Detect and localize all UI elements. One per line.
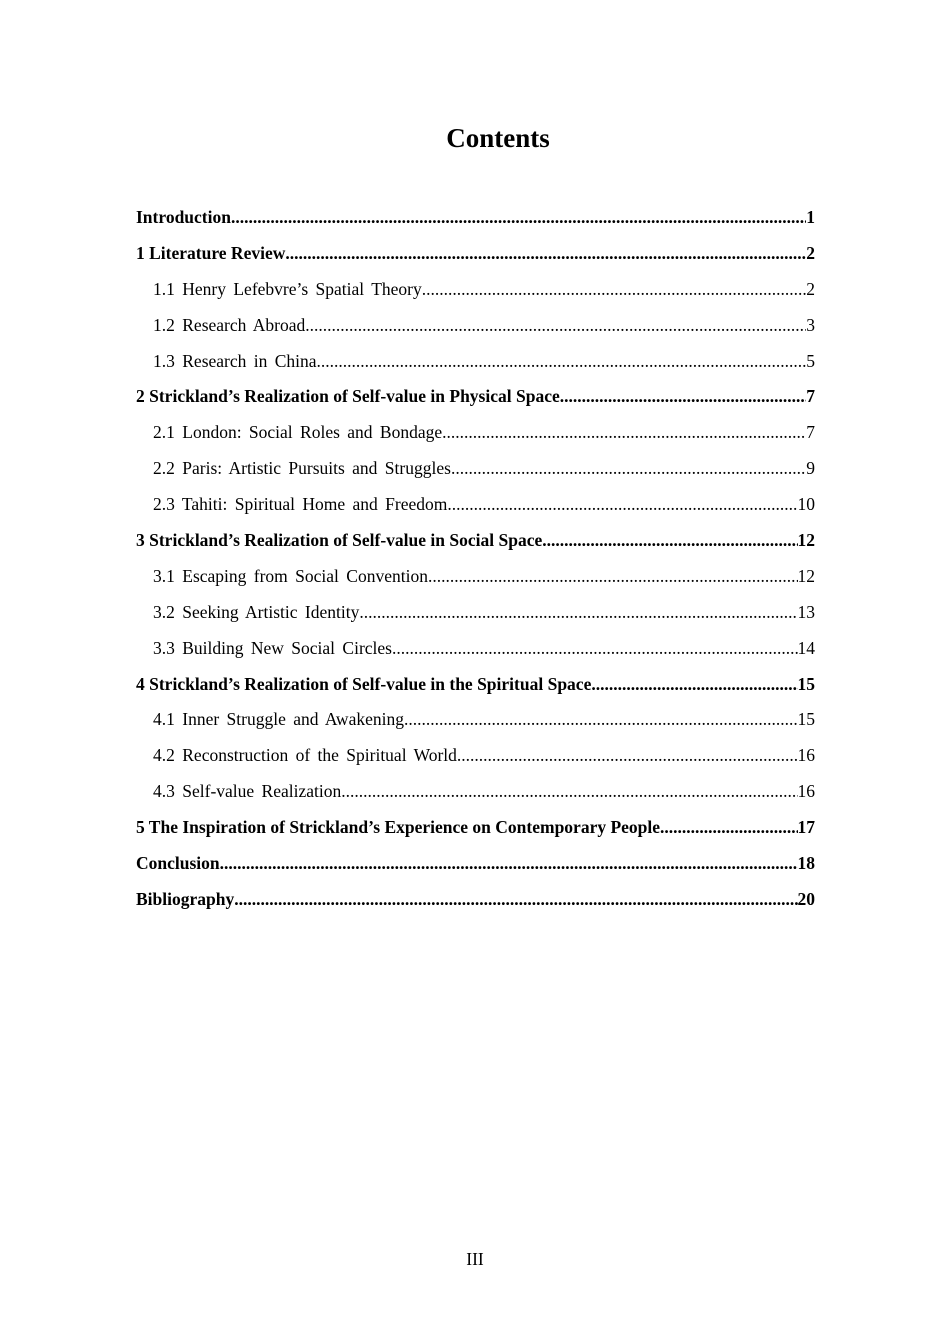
toc-dot-leader [392, 631, 798, 667]
toc-entry-page: 3 [806, 314, 815, 335]
toc-entry [136, 272, 815, 308]
toc-entry-title: 1.1 Henry Lefebvre’s Spatial Theory [153, 278, 422, 299]
toc-entry-title: 3 Strickland’s Realization of Self-value in Social Space [136, 530, 543, 551]
toc-dot-leader [341, 774, 797, 810]
toc-entry-page: 15 [797, 709, 815, 730]
toc-entry [136, 810, 815, 846]
toc-entry-title: 1 Literature Review [136, 242, 286, 263]
toc-entry-page: 9 [806, 458, 815, 479]
toc-entry [136, 846, 815, 882]
toc-entry [136, 379, 815, 415]
toc-dot-leader [359, 595, 797, 631]
toc-entry-title: 4.3 Self-value Realization [153, 781, 342, 802]
toc-entry [136, 487, 815, 523]
toc-dot-leader [451, 451, 806, 487]
toc-dot-leader [660, 810, 797, 846]
toc-entry-page: 14 [797, 637, 815, 658]
toc-entry-title: 5 The Inspiration of Strickland’s Experience on Contemporary People [136, 817, 661, 838]
toc-entry-page: 2 [806, 242, 815, 263]
toc-dot-leader [422, 272, 807, 308]
toc-dot-leader [305, 308, 806, 344]
toc-entry [136, 344, 815, 380]
toc-dot-leader [285, 236, 806, 272]
toc-entry-page: 12 [797, 565, 815, 586]
toc-entry [136, 667, 815, 703]
toc-entry [136, 308, 815, 344]
toc-entry [136, 559, 815, 595]
toc-entry-page: 2 [806, 278, 815, 299]
toc-entry-page: 18 [797, 853, 815, 874]
toc-entry [136, 738, 815, 774]
toc-dot-leader [428, 559, 798, 595]
toc-entry-page: 7 [806, 386, 815, 407]
toc-dot-leader [220, 846, 798, 882]
toc-entry-page: 7 [806, 422, 815, 443]
toc-entry [136, 236, 815, 272]
toc-entry-title: Bibliography [136, 888, 235, 909]
toc-entry [136, 702, 815, 738]
toc-entry-title: 3.1 Escaping from Social Convention [153, 565, 428, 586]
toc-entry-title: 1.3 Research in China [153, 350, 317, 371]
toc-entry-title: 3.2 Seeking Artistic Identity [153, 601, 360, 622]
toc-entry [136, 882, 815, 918]
toc-dot-leader [457, 738, 798, 774]
toc-entry-title: Conclusion [136, 853, 220, 874]
toc-entry-page: 13 [797, 601, 815, 622]
toc-entry-title: 2.1 London: Social Roles and Bondage [153, 422, 443, 443]
toc-entry [136, 774, 815, 810]
toc-entry-title: 2.3 Tahiti: Spiritual Home and Freedom [153, 494, 448, 515]
toc-entry-page: 10 [797, 494, 815, 515]
toc-dot-leader [442, 415, 806, 451]
toc-dot-leader [560, 379, 807, 415]
toc-dot-leader [234, 882, 797, 918]
page-title: Contents [446, 123, 550, 153]
toc-dot-leader [542, 523, 797, 559]
toc-entry-page: 1 [806, 207, 815, 227]
page-number: III [466, 1249, 484, 1269]
toc-dot-leader [317, 344, 807, 380]
toc-entry [136, 631, 815, 667]
toc-entry [136, 595, 815, 631]
toc-entry-page: 16 [797, 745, 815, 766]
toc-dot-leader [591, 667, 797, 703]
toc-entry-title: 2 Strickland’s Realization of Self-value in Physical Space [136, 386, 560, 407]
toc-entry-title: 2.2 Paris: Artistic Pursuits and Struggles [153, 458, 451, 479]
toc-entry-title: 4.2 Reconstruction of the Spiritual World [153, 745, 457, 766]
toc-entry-page: 20 [797, 888, 815, 909]
toc-entry [136, 523, 815, 559]
toc-entry-page: 5 [806, 350, 815, 371]
toc-entry-title: 1.2 Research Abroad [153, 314, 306, 335]
toc-dot-leader [404, 702, 798, 738]
toc-entry [136, 415, 815, 451]
toc-dot-leader [447, 487, 797, 523]
toc-entry [136, 451, 815, 487]
toc-entry-title: 4.1 Inner Struggle and Awakening [153, 709, 404, 730]
toc-entry-title: 4 Strickland’s Realization of Self-value in the Spiritual Space [136, 673, 592, 694]
toc-entry-title: Introduction [136, 207, 231, 227]
toc-entry-page: 15 [797, 673, 815, 694]
toc-dot-leader [231, 200, 806, 236]
toc-entry-title: 3.3 Building New Social Circles [153, 637, 392, 658]
toc-entry [136, 200, 815, 236]
toc-entry-page: 16 [797, 781, 815, 802]
toc-entry-page: 17 [797, 817, 815, 838]
table-of-contents [136, 200, 815, 918]
toc-entry-page: 12 [797, 530, 815, 551]
